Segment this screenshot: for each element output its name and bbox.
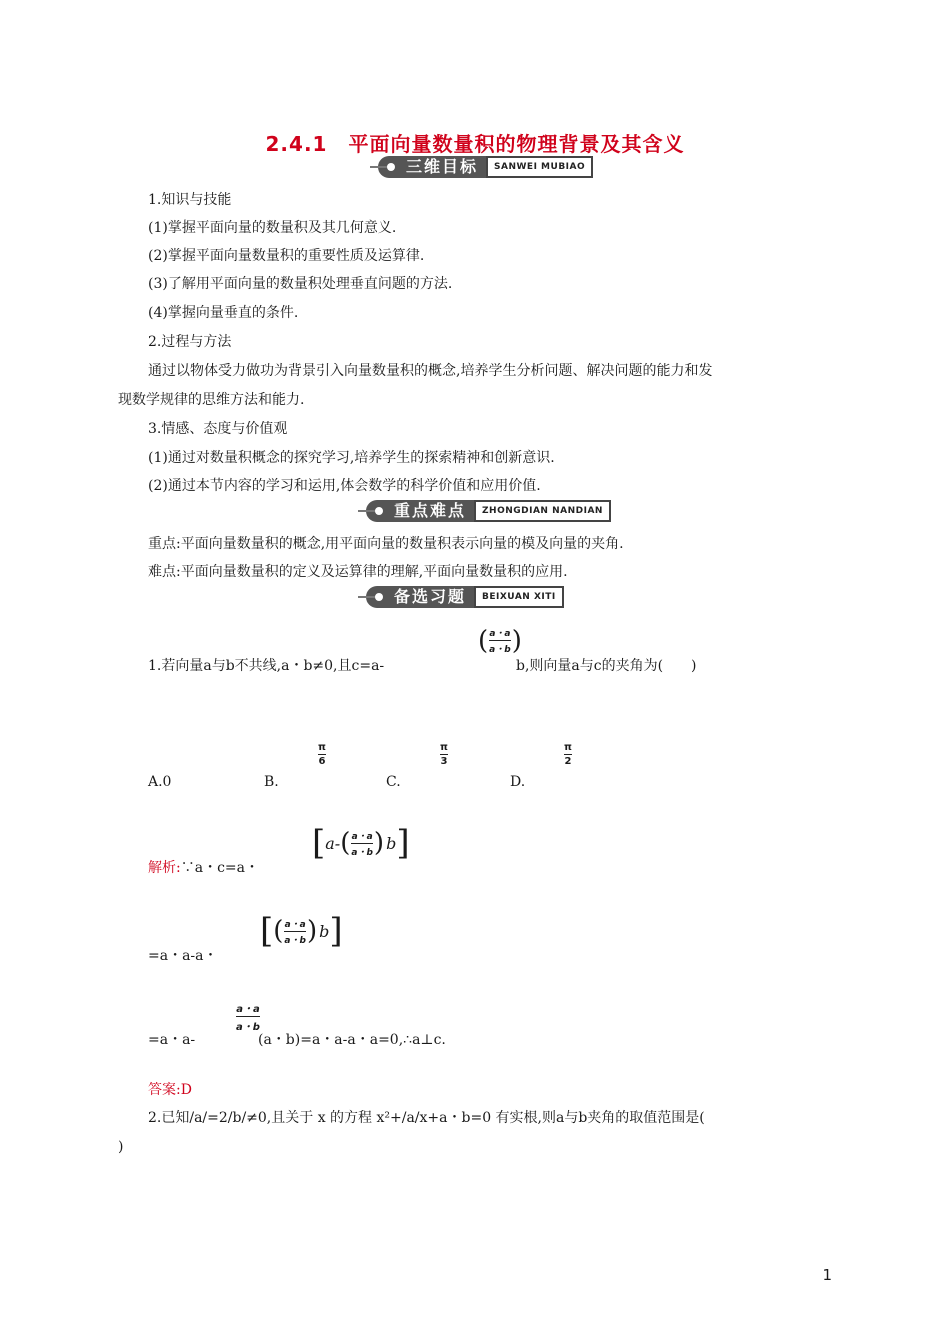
solution-bracket-expression-1: [ a- ( a・a a・b ) b ] — [312, 823, 410, 863]
objective-item: (2)掌握平面向量数量积的重要性质及运算律. — [148, 248, 425, 264]
q1-option-b: B. — [264, 774, 279, 790]
tag-hole-icon — [387, 163, 395, 171]
banner-tag: 备选习题 — [366, 586, 474, 608]
objective-item: (1)通过对数量积概念的探究学习,培养学生的探索精神和创新意识. — [148, 450, 555, 466]
section-banner-exercises — [366, 586, 564, 608]
key-point: 重点:平面向量数量积的概念,用平面向量的数量积表示向量的模及向量的夹角. — [148, 536, 624, 552]
solution-text: ∵a・c=a・ — [180, 860, 259, 876]
objective-item: (4)掌握向量垂直的条件. — [148, 305, 299, 321]
q1-option-d-fraction: π 2 — [564, 742, 572, 767]
q1-fraction-expression: ( a・a a・b ) — [478, 625, 522, 656]
difficult-point: 难点:平面向量数量积的定义及运算律的理解,平面向量数量积的应用. — [148, 564, 568, 580]
banner-pinyin: SANWEI MUBIAO — [486, 156, 593, 178]
banner-tag: 重点难点 — [366, 500, 474, 522]
objective-heading-1: 1.知识与技能 — [148, 192, 232, 208]
q2-stem: 2.已知/a/=2/b/≠0,且关于 x 的方程 x²+/a/x+a・b=0 有实根,则a与b夹角的取值范围是( — [148, 1110, 705, 1126]
tag-hole-icon — [375, 507, 383, 515]
page-number: 1 — [822, 1266, 832, 1284]
q1-answer: 答案:D — [148, 1082, 192, 1098]
q1-stem-end: b,则向量a与c的夹角为( ) — [516, 658, 697, 674]
q2-stem-cont: ) — [118, 1139, 124, 1155]
objective-item: (3)了解用平面向量的数量积处理垂直问题的方法. — [148, 276, 453, 292]
solution-fraction: a・a a・b — [236, 1004, 260, 1033]
q1-solution-line3-start: =a・a- — [148, 1032, 196, 1048]
section-banner-keypoints — [366, 500, 611, 522]
q1-solution-line1 — [148, 858, 259, 878]
page-title: 2.4.1 平面向量数量积的物理背景及其含义 — [265, 132, 685, 156]
banner-pinyin: ZHONGDIAN NANDIAN — [474, 500, 611, 522]
q1-solution-line2: =a・a-a・ — [148, 948, 218, 964]
q1-solution-line3-end: (a・b)=a・a-a・a=0,∴a⊥c. — [258, 1032, 446, 1048]
q1-option-c: C. — [386, 774, 401, 790]
q1-stem-start: 1.若向量a与b不共线,a・b≠0,且c=a- — [148, 658, 385, 674]
solution-label: 解析: — [148, 860, 181, 876]
banner-tag: 三维目标 — [378, 156, 486, 178]
objective-heading-3: 3.情感、态度与价值观 — [148, 421, 288, 437]
q1-option-d: D. — [510, 774, 526, 790]
solution-bracket-expression-2: [ ( a・a a・b ) b ] — [260, 911, 343, 951]
section-banner-objectives — [378, 156, 593, 178]
objective-paragraph: 通过以物体受力做功为背景引入向量数量积的概念,培养学生分析问题、解决问题的能力和发 — [148, 363, 713, 379]
objective-item: (1)掌握平面向量的数量积及其几何意义. — [148, 220, 397, 236]
objective-heading-2: 2.过程与方法 — [148, 334, 232, 350]
objective-paragraph-cont: 现数学规律的思维方法和能力. — [118, 392, 305, 408]
banner-pinyin: BEIXUAN XITI — [474, 586, 564, 608]
q1-option-c-fraction: π 3 — [440, 742, 448, 767]
q1-option-b-fraction: π 6 — [318, 742, 326, 767]
tag-hole-icon — [375, 593, 383, 601]
objective-item: (2)通过本节内容的学习和运用,体会数学的科学价值和应用价值. — [148, 478, 541, 494]
q1-option-a: A.0 — [148, 774, 172, 790]
